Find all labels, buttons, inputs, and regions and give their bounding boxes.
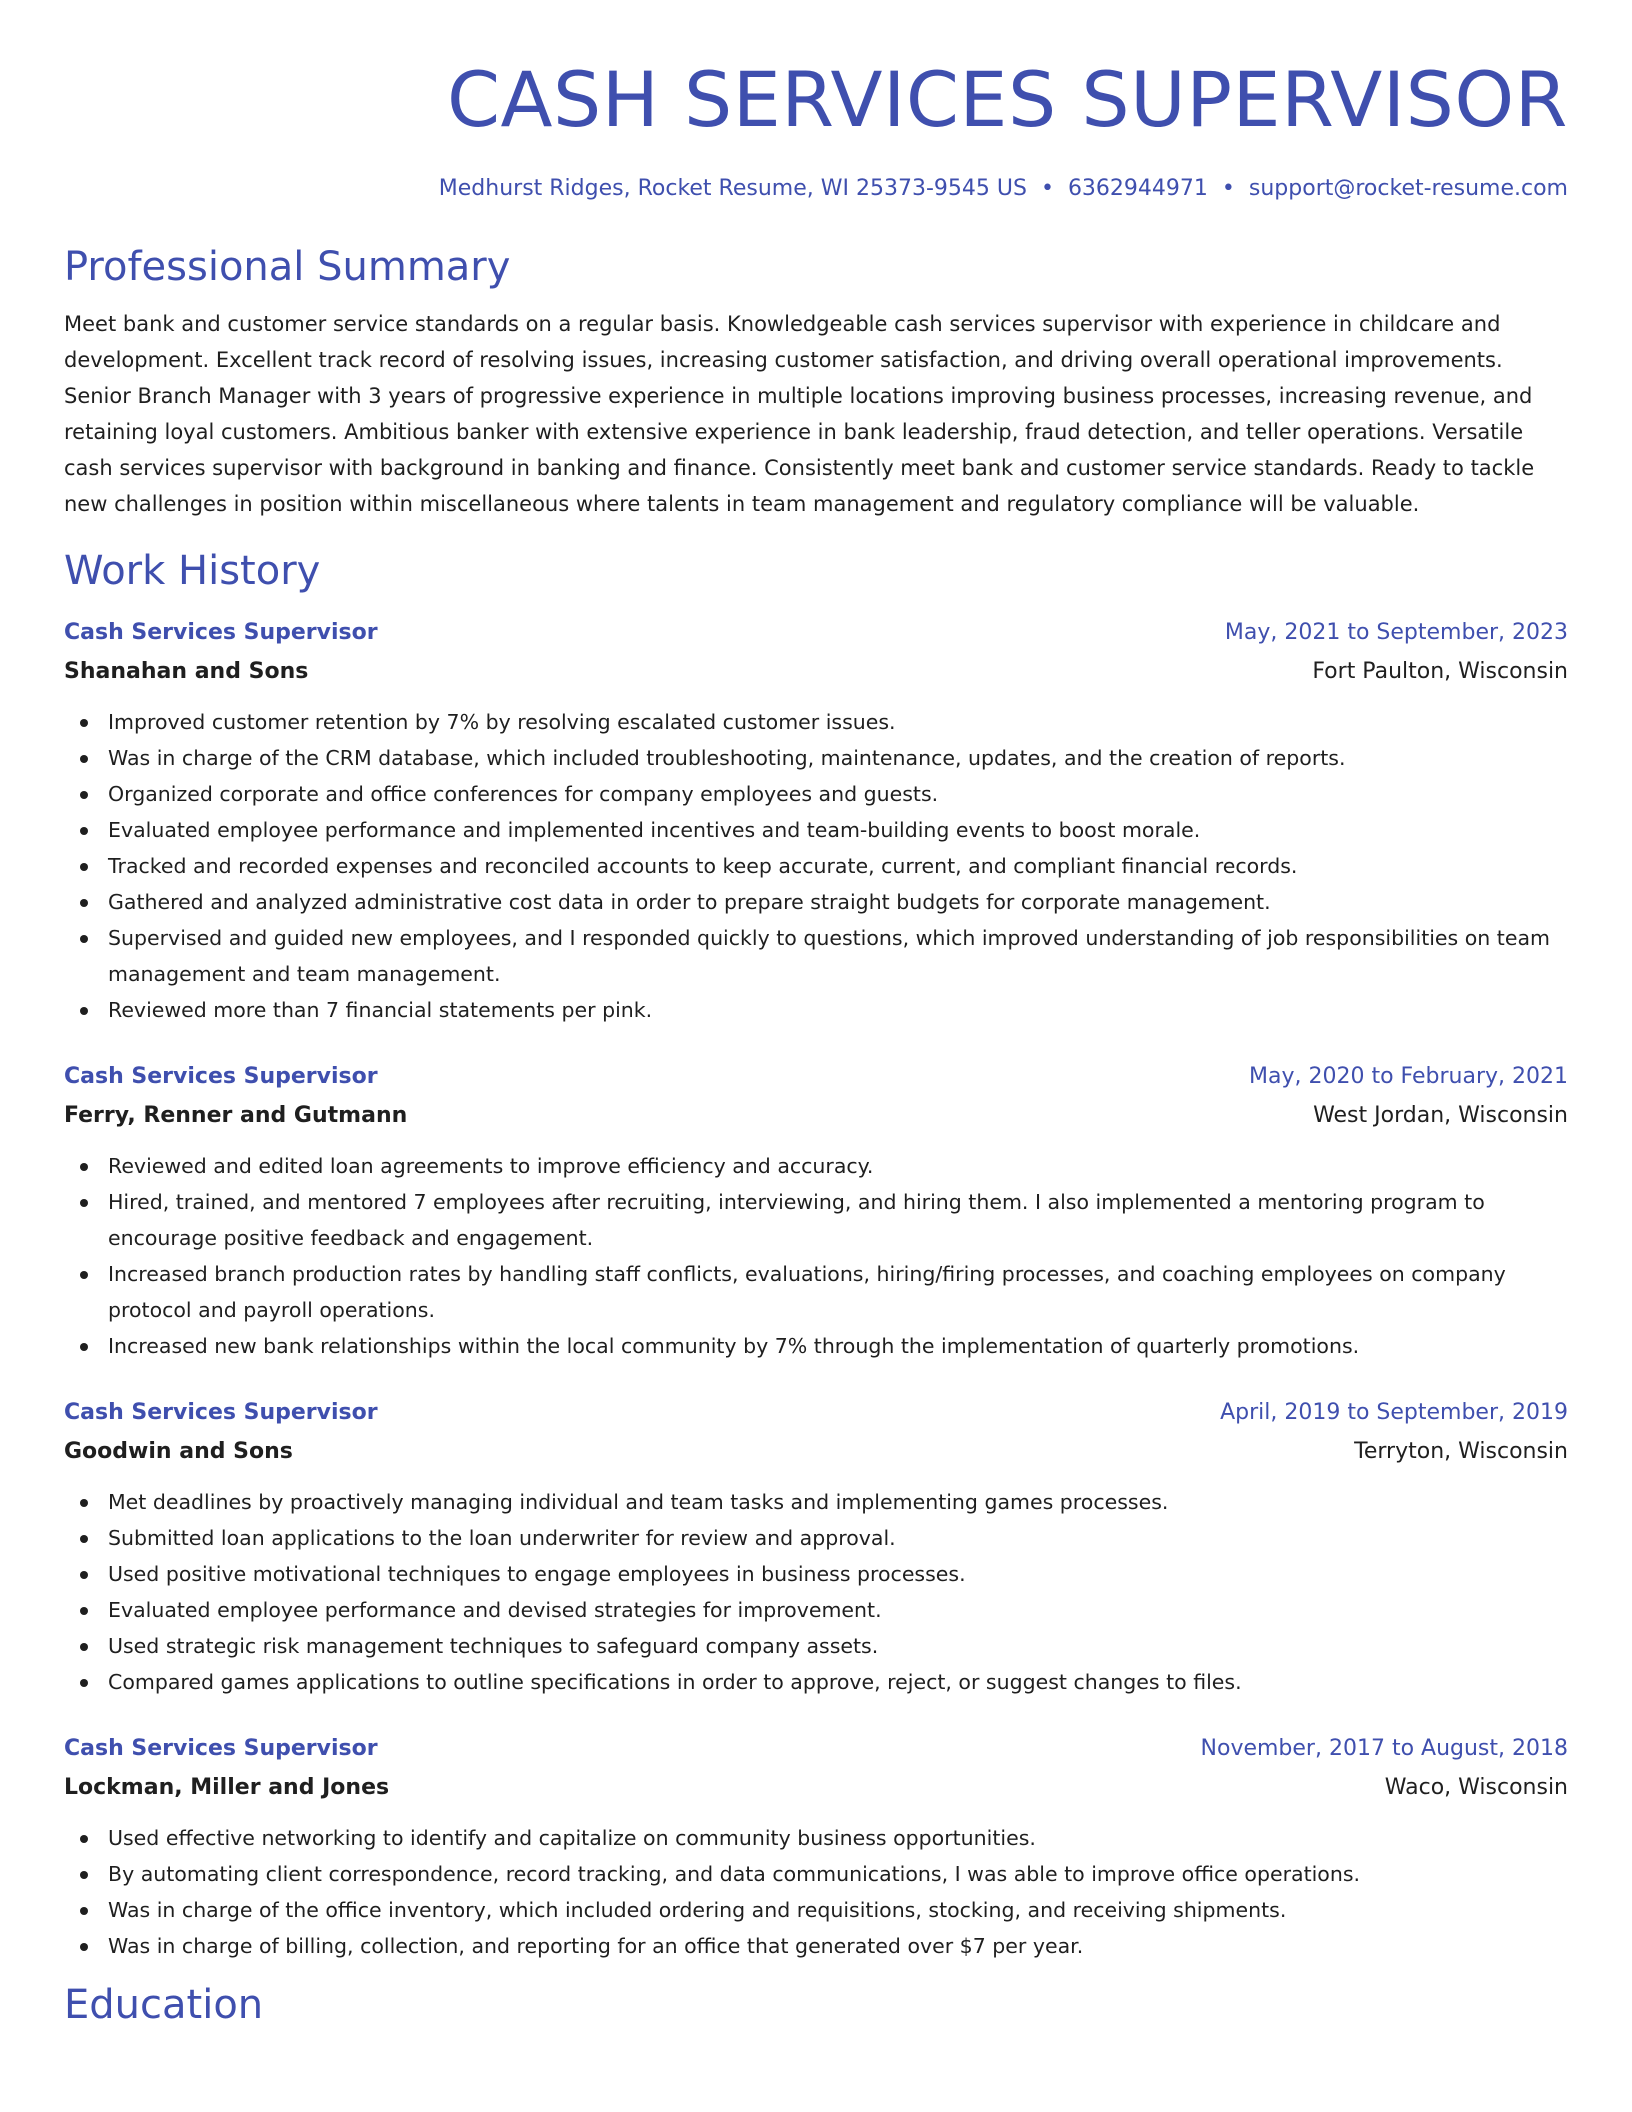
job-location: Fort Paulton, Wisconsin: [1312, 659, 1568, 684]
job-title: Cash Services Supervisor: [64, 620, 378, 645]
job-bullet: Used effective networking to identify and capitalize on community business opportunities.: [64, 1820, 1568, 1856]
work-history-section: [64, 546, 1568, 1964]
contact-phone: 6362944971: [1067, 176, 1208, 201]
job-entry: [64, 1394, 1568, 1700]
education-section: [64, 1980, 1568, 2030]
resume-name: CASH SERVICES SUPERVISOR: [446, 55, 1568, 144]
job-company: Ferry, Renner and Gutmann: [64, 1103, 408, 1128]
job-company-row: [64, 652, 1568, 692]
job-title-row: [64, 1730, 1568, 1768]
job-bullet: Increased branch production rates by handling staff conflicts, evaluations, hiring/firing processes, and coaching employees on company protocol and payroll operations.: [64, 1256, 1568, 1328]
job-bullet: Gathered and analyzed administrative cost data in order to prepare straight budgets for corporate management.: [64, 884, 1568, 920]
contact-email[interactable]: support@rocket-resume.com: [1248, 176, 1568, 201]
education-heading: Education: [64, 1982, 264, 2028]
job-bullet: Used positive motivational techniques to engage employees in business processes.: [64, 1556, 1568, 1592]
job-bullet: Improved customer retention by 7% by resolving escalated customer issues.: [64, 704, 1568, 740]
job-bullet: Organized corporate and office conferences for company employees and guests.: [64, 776, 1568, 812]
job-bullet: Increased new bank relationships within the local community by 7% through the implementation of quarterly promotions.: [64, 1328, 1568, 1364]
job-company: Goodwin and Sons: [64, 1439, 293, 1464]
job-company-row: [64, 1096, 1568, 1136]
job-bullet: Used strategic risk management techniques to safeguard company assets.: [64, 1628, 1568, 1664]
job-company: Lockman, Miller and Jones: [64, 1775, 390, 1800]
job-bullet: Was in charge of the office inventory, which included ordering and requisitions, stocking, and receiving shipments.: [64, 1892, 1568, 1928]
job-location: Terryton, Wisconsin: [1354, 1439, 1568, 1464]
contact-separator: •: [1221, 176, 1235, 201]
job-bullet-list: [64, 1484, 1568, 1700]
job-title: Cash Services Supervisor: [64, 1064, 378, 1089]
contact-line: [64, 174, 1568, 204]
summary-heading: Professional Summary: [64, 244, 511, 290]
job-bullet: Submitted loan applications to the loan underwriter for review and approval.: [64, 1520, 1568, 1556]
job-title: Cash Services Supervisor: [64, 1736, 378, 1761]
job-bullet: By automating client correspondence, record tracking, and data communications, I was able to improve office operations.: [64, 1856, 1568, 1892]
job-bullet-list: [64, 1148, 1568, 1364]
job-title: Cash Services Supervisor: [64, 1400, 378, 1425]
job-bullet: Evaluated employee performance and implemented incentives and team-building events to boost morale.: [64, 812, 1568, 848]
job-bullet-list: [64, 704, 1568, 1028]
job-bullet: Evaluated employee performance and devised strategies for improvement.: [64, 1592, 1568, 1628]
summary-section: [64, 242, 1568, 522]
job-dates: May, 2021 to September, 2023: [1224, 620, 1568, 645]
job-company-row: [64, 1768, 1568, 1808]
work-history-heading: Work History: [64, 548, 321, 594]
job-bullet: Reviewed more than 7 financial statements per pink.: [64, 992, 1568, 1028]
job-company: Shanahan and Sons: [64, 659, 309, 684]
summary-text: Meet bank and customer service standards on a regular basis. Knowledgeable cash services supervisor with experience in childcare and development. Excellent track record of resolving issues, increasing customer satisfaction, and driving overall operational improvements. Senior Branch Manager with 3 years of progressive experience in multiple locations improving business processes, increasing revenue, and retaining loyal customers. Ambitious banker with extensive experience in bank leadership, fraud detection, and teller operations. Versatile cash services supervisor with background in banking and finance. Consistently meet bank and customer service standards. Ready to tackle new challenges in position within miscellaneous where talents in team management and regulatory compliance will be valuable.: [64, 312, 1535, 516]
job-bullet: Reviewed and edited loan agreements to improve efficiency and accuracy.: [64, 1148, 1568, 1184]
job-company-row: [64, 1432, 1568, 1472]
job-bullet: Met deadlines by proactively managing individual and team tasks and implementing games processes.: [64, 1484, 1568, 1520]
job-entry: [64, 1058, 1568, 1364]
job-bullet: Compared games applications to outline specifications in order to approve, reject, or suggest changes to files.: [64, 1664, 1568, 1700]
job-title-row: [64, 1058, 1568, 1096]
job-bullet: Hired, trained, and mentored 7 employees after recruiting, interviewing, and hiring them. I also implemented a mentoring program to encourage positive feedback and engagement.: [64, 1184, 1568, 1256]
job-title-row: [64, 1394, 1568, 1432]
contact-separator: •: [1040, 176, 1054, 201]
job-location: Waco, Wisconsin: [1384, 1775, 1568, 1800]
job-entry: [64, 614, 1568, 1028]
job-bullet: Was in charge of billing, collection, and reporting for an office that generated over $7 per year.: [64, 1928, 1568, 1964]
contact-address: Medhurst Ridges, Rocket Resume, WI 25373-9545 US: [438, 176, 1027, 201]
job-dates: November, 2017 to August, 2018: [1200, 1736, 1568, 1761]
job-bullet: Was in charge of the CRM database, which included troubleshooting, maintenance, updates, and the creation of reports.: [64, 740, 1568, 776]
job-entry: [64, 1730, 1568, 1964]
resume-header: [64, 50, 1568, 204]
job-dates: April, 2019 to September, 2019: [1220, 1400, 1568, 1425]
job-title-row: [64, 614, 1568, 652]
job-list: [64, 614, 1568, 1964]
job-bullet: Supervised and guided new employees, and I responded quickly to questions, which improved understanding of job responsibilities on team management and team management.: [64, 920, 1568, 992]
job-location: West Jordan, Wisconsin: [1313, 1103, 1568, 1128]
job-bullet: Tracked and recorded expenses and reconciled accounts to keep accurate, current, and compliant financial records.: [64, 848, 1568, 884]
job-dates: May, 2020 to February, 2021: [1249, 1064, 1568, 1089]
job-bullet-list: [64, 1820, 1568, 1964]
